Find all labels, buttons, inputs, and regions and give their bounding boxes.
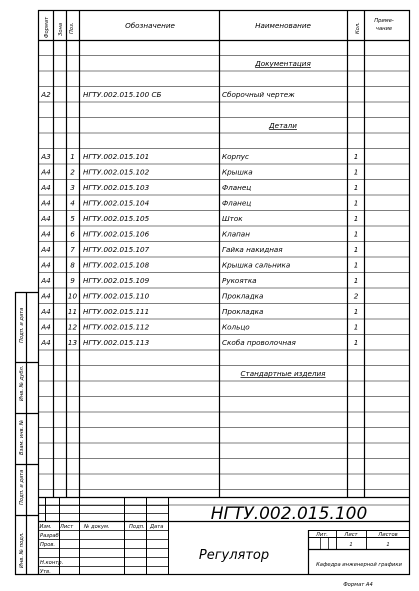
- row-qty: 2: [353, 291, 359, 301]
- col-ndok: № докум.: [84, 524, 110, 530]
- row-designation: НГТУ.002.015.112: [83, 322, 150, 332]
- label-list: Лист: [344, 532, 358, 538]
- row-qty: 1: [353, 276, 359, 285]
- header-name: Наименование: [255, 21, 311, 30]
- row-name: Прокладка: [222, 307, 264, 316]
- row-name: Прокладка: [222, 291, 264, 301]
- row-name: Детали: [269, 121, 297, 130]
- header-qty: Кол.: [355, 22, 361, 34]
- organization: Кафедра инженерной графики: [316, 562, 402, 568]
- row-pos: 12: [67, 322, 78, 332]
- row-qty: 1: [353, 307, 359, 316]
- spec-rows: [38, 56, 410, 506]
- row-format: А4: [41, 245, 51, 254]
- side-podp-data-1: Подп. и дата: [19, 307, 25, 343]
- row-format: А4: [41, 276, 51, 285]
- row-format: А4: [41, 167, 51, 177]
- row-pos: 6: [70, 229, 75, 239]
- row-format: А4: [41, 260, 51, 270]
- row-qty: 1: [353, 152, 359, 161]
- row-pos: 8: [70, 260, 75, 270]
- row-pos: 9: [70, 276, 75, 285]
- row-prov: Пров.: [40, 542, 56, 548]
- row-pos: 5: [70, 214, 75, 223]
- row-qty: 1: [353, 229, 359, 239]
- row-format: А4: [41, 307, 51, 316]
- row-name: Кольцо: [222, 322, 250, 332]
- row-format: А4: [41, 291, 51, 301]
- header-zone: Зона: [58, 22, 64, 36]
- row-name: Гайка накидная: [222, 245, 283, 254]
- side-stamp: [15, 292, 38, 575]
- row-name: Стандартные изделия: [240, 369, 326, 378]
- header-format: Формат: [44, 16, 50, 38]
- side-vzam-inv: Взам. инв. №: [19, 419, 25, 455]
- row-name: Корпус: [222, 152, 249, 161]
- row-name: Скоба проволочная: [222, 338, 296, 347]
- row-format: А4: [41, 338, 51, 347]
- row-name: Документация: [255, 59, 311, 68]
- row-pos: 4: [70, 198, 75, 208]
- table-header: [38, 16, 410, 41]
- label-lit: Лит.: [316, 532, 328, 538]
- row-format: А4: [41, 183, 51, 192]
- row-designation: НГТУ.002.015.105: [83, 214, 150, 223]
- value-listov: 1: [386, 542, 390, 548]
- row-designation: НГТУ.002.015.107: [83, 245, 150, 254]
- row-name: Фланец: [222, 183, 252, 192]
- side-podp-data-2: Подп. и дата: [19, 469, 25, 505]
- header-pos: Поз.: [69, 22, 75, 34]
- header-note-2: чание: [375, 26, 393, 32]
- row-name: Рукоятка: [222, 276, 257, 285]
- row-pos: 1: [70, 152, 75, 161]
- row-designation: НГТУ.002.015.109: [83, 276, 150, 285]
- row-format: А4: [41, 198, 51, 208]
- row-utv: Утв.: [40, 569, 51, 575]
- col-list: Лист: [60, 524, 74, 530]
- header-designation: Обозначение: [125, 21, 175, 30]
- row-designation: НГТУ.002.015.110: [83, 291, 150, 301]
- row-designation: НГТУ.002.015.101: [83, 152, 150, 161]
- row-qty: 1: [353, 322, 359, 332]
- row-designation: НГТУ.002.015.104: [83, 198, 150, 208]
- row-qty: 1: [353, 338, 359, 347]
- row-n-kontr: Н.контр.: [40, 560, 64, 566]
- row-pos: 7: [70, 245, 75, 254]
- row-format: А4: [41, 214, 51, 223]
- col-podp: Подп.: [129, 524, 145, 530]
- row-designation: НГТУ.002.015.106: [83, 229, 150, 239]
- row-name: Шток: [222, 214, 243, 223]
- row-designation: НГТУ.002.015.102: [83, 167, 150, 177]
- row-name: Крышка: [222, 167, 253, 177]
- side-inv-podl: Инв. № подл.: [19, 532, 25, 568]
- row-format: А4: [41, 229, 51, 239]
- row-qty: 1: [353, 260, 359, 270]
- row-qty: 1: [353, 167, 359, 177]
- value-list: 1: [349, 542, 353, 548]
- row-pos: 2: [70, 167, 75, 177]
- row-name: Фланец: [222, 198, 252, 208]
- row-designation: НГТУ.002.015.113: [83, 338, 150, 347]
- row-qty: 1: [353, 245, 359, 254]
- row-name: Клапан: [222, 229, 250, 239]
- row-pos: 3: [70, 183, 75, 192]
- format-label: Формат А4: [343, 582, 373, 588]
- row-designation: НГТУ.002.015.100 СБ: [83, 90, 162, 99]
- label-listov: Листов: [378, 532, 398, 538]
- col-izm: Изм.: [39, 524, 52, 530]
- row-pos: 11: [67, 307, 78, 316]
- row-designation: НГТУ.002.015.103: [83, 183, 150, 192]
- side-inv-dubl: Инв. № дубл.: [19, 365, 25, 401]
- doc-number: НГТУ.002.015.100: [210, 504, 368, 524]
- row-razrab: Разраб.: [40, 533, 61, 539]
- title-block: [38, 497, 410, 575]
- row-name: Сборочный чертеж: [222, 90, 295, 99]
- header-note-1: Приме-: [374, 18, 394, 24]
- row-name: Крышка сальника: [222, 260, 291, 270]
- row-designation: НГТУ.002.015.108: [83, 260, 150, 270]
- row-format: А3: [41, 152, 51, 161]
- row-qty: 1: [353, 183, 359, 192]
- col-data: Дата: [150, 524, 164, 530]
- row-pos: 13: [67, 338, 78, 347]
- row-qty: 1: [353, 214, 359, 223]
- row-qty: 1: [353, 198, 359, 208]
- row-format: А4: [41, 322, 51, 332]
- row-pos: 10: [67, 291, 78, 301]
- row-format: А2: [41, 90, 51, 99]
- row-designation: НГТУ.002.015.111: [83, 307, 150, 316]
- product-title: Регулятор: [198, 548, 270, 563]
